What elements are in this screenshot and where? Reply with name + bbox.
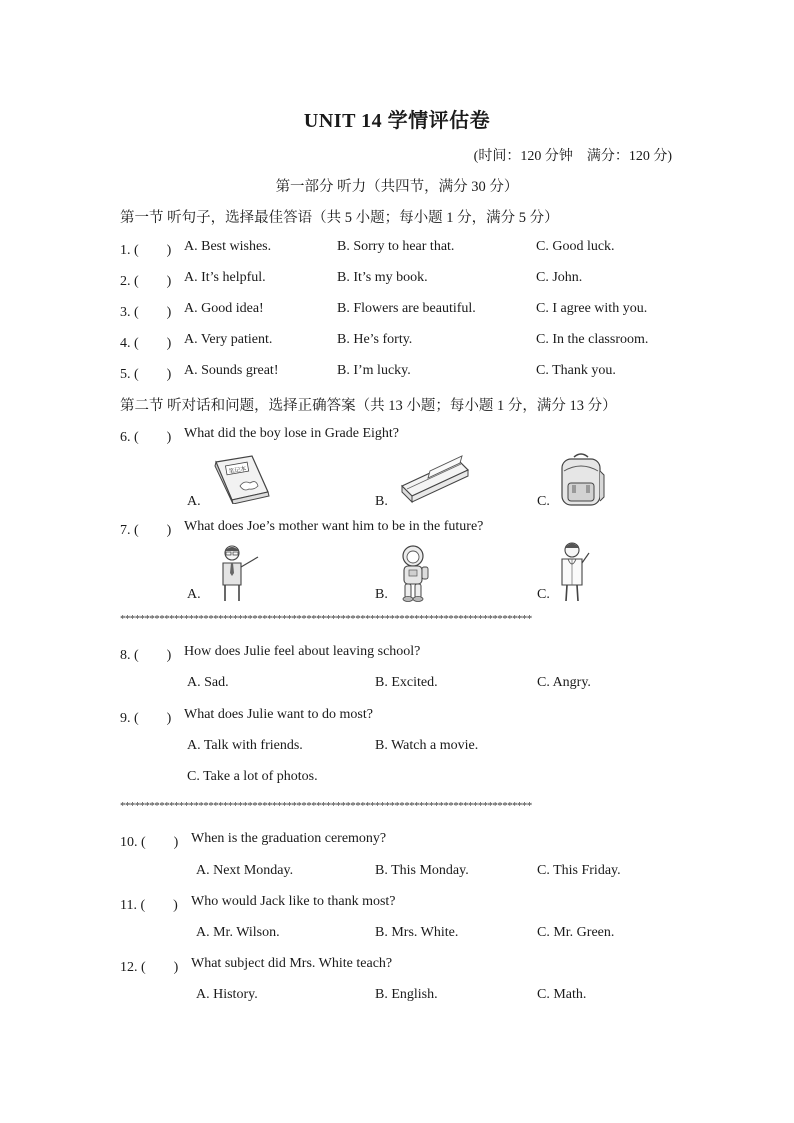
- question-number: 5. ( ): [120, 367, 172, 382]
- option-b-label: B.: [375, 494, 388, 509]
- question-number: 4. ( ): [120, 336, 172, 351]
- option-a: A. Next Monday.: [196, 863, 294, 878]
- option-c: C. Math.: [537, 987, 587, 1002]
- option-b: B. Flowers are beautiful.: [337, 301, 476, 316]
- option-b-label: B.: [375, 587, 388, 602]
- separator: ************************************************************************************: [120, 613, 532, 625]
- astronaut-picture: [396, 543, 432, 603]
- option-c: C. Take a lot of photos.: [187, 769, 318, 784]
- option-c: C. Thank you.: [536, 363, 616, 378]
- option-c: C. I agree with you.: [536, 301, 648, 316]
- notebook-label: 笔记本: [227, 465, 247, 476]
- question-text: Who would Jack like to thank most?: [191, 894, 396, 909]
- section1-title: 第一节 听句子，选择最佳答语（共 5 小题；每小题 1 分，满分 5 分）: [120, 210, 559, 226]
- option-a: A. It’s helpful.: [184, 270, 266, 285]
- pencil-case-picture: [398, 452, 474, 506]
- part1-title: 第一部分 听力（共四节，满分 30 分）: [275, 179, 519, 195]
- page-title: UNIT 14 学情评估卷: [303, 110, 491, 132]
- option-c-label: C.: [537, 494, 550, 509]
- doctor-picture: [557, 541, 593, 603]
- question-number: 2. ( ): [120, 274, 172, 289]
- question-text: What subject did Mrs. White teach?: [191, 956, 393, 971]
- question-text: When is the graduation ceremony?: [191, 831, 387, 846]
- option-c: C. This Friday.: [537, 863, 621, 878]
- teacher-picture: [214, 543, 262, 603]
- option-b: B. This Monday.: [375, 863, 469, 878]
- section2-title: 第二节 听对话和问题，选择正确答案（共 13 小题；每小题 1 分，满分 13 分）: [120, 398, 617, 414]
- option-b: B. He’s forty.: [337, 332, 413, 347]
- question-number: 7. ( ): [120, 523, 172, 538]
- question-text: What does Julie want to do most?: [184, 707, 373, 722]
- option-c: C. Good luck.: [536, 239, 615, 254]
- option-b: B. English.: [375, 987, 438, 1002]
- backpack-picture: [556, 451, 606, 509]
- separator: ************************************************************************************: [120, 800, 532, 812]
- option-a: A. Sad.: [187, 675, 229, 690]
- question-text: How does Julie feel about leaving school?: [184, 644, 421, 659]
- question-number: 10. ( ): [120, 835, 179, 850]
- option-b: B. Sorry to hear that.: [337, 239, 455, 254]
- question-number: 9. ( ): [120, 711, 172, 726]
- option-b: B. Mrs. White.: [375, 925, 459, 940]
- option-a: A. Good idea!: [184, 301, 264, 316]
- option-c: C. Angry.: [537, 675, 591, 690]
- question-text: What does Joe’s mother want him to be in the future?: [184, 519, 484, 534]
- option-b: B. I’m lucky.: [337, 363, 411, 378]
- option-a: A. History.: [196, 987, 258, 1002]
- question-number: 12. ( ): [120, 960, 179, 975]
- question-number: 1. ( ): [120, 243, 172, 258]
- option-a: A. Best wishes.: [184, 239, 272, 254]
- option-c: C. John.: [536, 270, 583, 285]
- question-number: 8. ( ): [120, 648, 172, 663]
- question-text: What did the boy lose in Grade Eight?: [184, 426, 399, 441]
- notebook-picture: [210, 454, 274, 504]
- option-b: B. It’s my book.: [337, 270, 428, 285]
- question-number: 3. ( ): [120, 305, 172, 320]
- question-number: 6. ( ): [120, 430, 172, 445]
- option-a: A. Talk with friends.: [187, 738, 303, 753]
- option-a: A. Mr. Wilson.: [196, 925, 280, 940]
- option-c: C. Mr. Green.: [537, 925, 615, 940]
- option-a-label: A.: [187, 587, 201, 602]
- time-info: (时间：120 分钟 满分：120 分): [473, 149, 672, 164]
- option-a: A. Very patient.: [184, 332, 273, 347]
- option-b: B. Watch a movie.: [375, 738, 479, 753]
- question-number: 11. ( ): [120, 898, 178, 913]
- option-a: A. Sounds great!: [184, 363, 279, 378]
- option-c-label: C.: [537, 587, 550, 602]
- option-c: C. In the classroom.: [536, 332, 649, 347]
- option-a-label: A.: [187, 494, 201, 509]
- option-b: B. Excited.: [375, 675, 438, 690]
